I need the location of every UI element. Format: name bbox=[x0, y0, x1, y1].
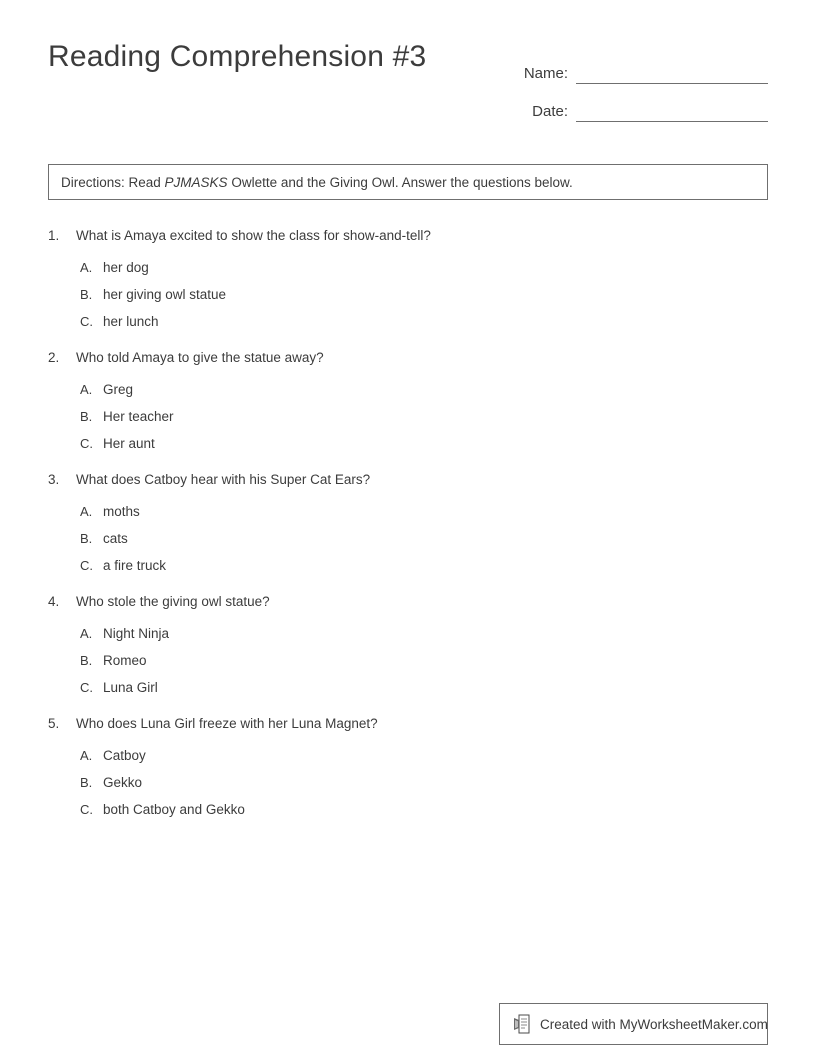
date-input-line[interactable] bbox=[576, 101, 768, 122]
question-number: 1. bbox=[48, 228, 60, 243]
question-row bbox=[48, 472, 768, 487]
question-row bbox=[48, 228, 768, 243]
choice-option[interactable] bbox=[80, 653, 768, 668]
date-label: Date: bbox=[532, 103, 568, 120]
choice-label: C. bbox=[80, 436, 93, 451]
choice-option[interactable] bbox=[80, 382, 768, 397]
name-label: Name: bbox=[523, 65, 568, 82]
directions-text bbox=[61, 175, 573, 190]
name-date-block bbox=[508, 46, 768, 122]
choice-label: B. bbox=[80, 775, 93, 790]
choice-label: B. bbox=[80, 653, 93, 668]
name-input-line[interactable] bbox=[576, 63, 768, 84]
question-number: 3. bbox=[48, 472, 60, 487]
directions-title-italic: PJMASKS bbox=[164, 174, 228, 190]
question-row bbox=[48, 594, 768, 609]
choice-label: C. bbox=[80, 680, 93, 695]
choice-text: her lunch bbox=[103, 314, 159, 329]
choice-option[interactable] bbox=[80, 558, 768, 573]
choice-text: Romeo bbox=[103, 653, 147, 668]
choice-label: C. bbox=[80, 558, 93, 573]
choice-text: a fire truck bbox=[103, 558, 167, 573]
choice-text: both Catboy and Gekko bbox=[103, 802, 245, 817]
choice-option[interactable] bbox=[80, 436, 768, 451]
question-text: What is Amaya excited to show the class for show-and-tell? bbox=[76, 228, 431, 243]
choice-option[interactable] bbox=[80, 409, 768, 424]
choice-label: A. bbox=[80, 748, 93, 763]
choice-option[interactable] bbox=[80, 680, 768, 695]
choice-option[interactable] bbox=[80, 287, 768, 302]
choice-text: Her aunt bbox=[103, 436, 155, 451]
choice-label: A. bbox=[80, 382, 93, 397]
choice-option[interactable] bbox=[80, 748, 768, 763]
choice-text: Night Ninja bbox=[103, 626, 170, 641]
badge-text: Created with MyWorksheetMaker.com bbox=[540, 1016, 768, 1032]
choice-text: her dog bbox=[103, 260, 149, 275]
choice-label: A. bbox=[80, 260, 93, 275]
name-field-row bbox=[508, 46, 768, 84]
directions-prefix: Directions: Read bbox=[61, 174, 165, 190]
choice-label: A. bbox=[80, 504, 93, 519]
worksheet-maker-badge[interactable] bbox=[499, 1003, 768, 1045]
date-field-row bbox=[508, 84, 768, 122]
choice-option[interactable] bbox=[80, 626, 768, 641]
worksheet-maker-logo-icon bbox=[514, 1014, 532, 1034]
choice-option[interactable] bbox=[80, 504, 768, 519]
question-number: 4. bbox=[48, 594, 60, 609]
question-block bbox=[48, 716, 768, 817]
question-block bbox=[48, 594, 768, 695]
question-block bbox=[48, 228, 768, 329]
choice-text: Luna Girl bbox=[103, 680, 158, 695]
choice-text: Greg bbox=[103, 382, 134, 397]
question-number: 5. bbox=[48, 716, 60, 731]
choice-text: Catboy bbox=[103, 748, 146, 763]
choice-text: Her teacher bbox=[103, 409, 174, 424]
choice-label: B. bbox=[80, 409, 93, 424]
choice-text: Gekko bbox=[103, 775, 143, 790]
choice-text: her giving owl statue bbox=[103, 287, 227, 302]
page-title: Reading Comprehension #3 bbox=[48, 40, 427, 73]
question-block bbox=[48, 472, 768, 573]
questions-list bbox=[48, 228, 768, 838]
choice-label: B. bbox=[80, 531, 93, 546]
question-block bbox=[48, 350, 768, 451]
question-row bbox=[48, 716, 768, 731]
directions-suffix: Owlette and the Giving Owl. Answer the questions below. bbox=[227, 174, 573, 190]
question-text: Who stole the giving owl statue? bbox=[76, 594, 270, 609]
question-text: What does Catboy hear with his Super Cat Ears? bbox=[76, 472, 371, 487]
question-number: 2. bbox=[48, 350, 60, 365]
choice-label: A. bbox=[80, 626, 93, 641]
choice-option[interactable] bbox=[80, 531, 768, 546]
question-text: Who told Amaya to give the statue away? bbox=[76, 350, 324, 365]
choice-text: cats bbox=[103, 531, 128, 546]
worksheet-header bbox=[48, 40, 768, 120]
choice-label: C. bbox=[80, 802, 93, 817]
choice-option[interactable] bbox=[80, 775, 768, 790]
choice-option[interactable] bbox=[80, 260, 768, 275]
choice-option[interactable] bbox=[80, 802, 768, 817]
directions-box bbox=[48, 164, 768, 200]
choice-option[interactable] bbox=[80, 314, 768, 329]
question-text: Who does Luna Girl freeze with her Luna Magnet? bbox=[76, 716, 378, 731]
choice-label: C. bbox=[80, 314, 93, 329]
choice-label: B. bbox=[80, 287, 93, 302]
choice-text: moths bbox=[103, 504, 140, 519]
question-row bbox=[48, 350, 768, 365]
